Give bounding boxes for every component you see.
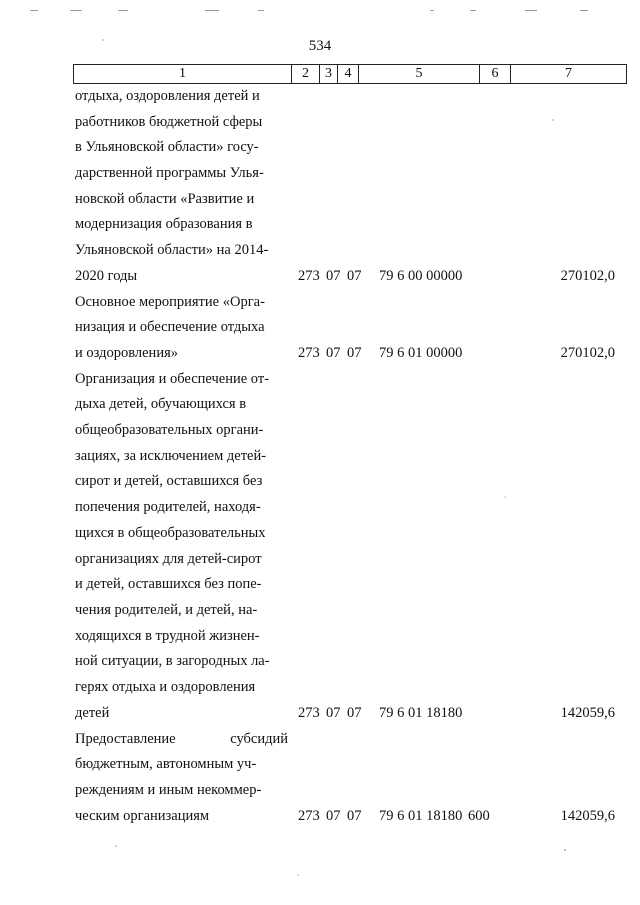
grbs-code: 273 [298, 704, 320, 721]
row-amount: 142059,6 [560, 704, 615, 721]
description-line: новской области «Развитие и [75, 190, 255, 207]
description-line: Основное мероприятие «Орга- [75, 293, 265, 310]
description-line: дыха детей, обучающихся в [75, 396, 247, 413]
target-article-code: 79 6 01 00000 [379, 344, 463, 361]
header-col-4: 4 [338, 65, 359, 83]
page-number: 534 [308, 38, 332, 54]
description-line: ной ситуации, в загородных ла- [75, 653, 270, 670]
description-line: организациях для детей-сирот [75, 550, 262, 567]
description-line: низация и обеспечение отдыха [75, 319, 265, 336]
description-line: детей [75, 704, 110, 721]
description-line: общеобразовательных органи- [75, 422, 264, 439]
section-code: 07 [326, 807, 341, 824]
subsection-code: 07 [347, 807, 362, 824]
grbs-code: 273 [298, 807, 320, 824]
target-article-code: 79 6 01 18180 [379, 807, 463, 824]
grbs-code: 273 [298, 344, 320, 361]
header-col-1: 1 [74, 65, 292, 83]
description-line: щихся в общеобразовательных [75, 524, 266, 541]
expense-type-code: 600 [468, 807, 490, 824]
description-line: реждениям и иным некоммер- [75, 781, 262, 798]
description-line: 2020 годы [75, 267, 138, 284]
subsection-code: 07 [347, 267, 362, 284]
description-line: герях отдыха и оздоровления [75, 678, 256, 695]
description-line: дарственной программы Улья- [75, 165, 264, 182]
subsection-code: 07 [347, 704, 362, 721]
grbs-code: 273 [298, 267, 320, 284]
target-article-code: 79 6 01 18180 [379, 704, 463, 721]
row-description [75, 84, 288, 290]
row-description [75, 727, 288, 830]
table-header [73, 64, 627, 84]
description-line: Предоставление субсидий [75, 730, 288, 747]
row-amount: 270102,0 [560, 267, 615, 284]
description-line: отдыха, оздоровления детей и [75, 88, 260, 104]
row-amount: 270102,0 [560, 344, 615, 361]
header-col-5: 5 [359, 65, 480, 83]
description-line: Ульяновской области» на 2014- [75, 242, 269, 259]
header-col-3: 3 [320, 65, 338, 83]
description-line: зациях, за исключением детей- [75, 447, 267, 464]
header-col-2: 2 [292, 65, 320, 83]
description-line: и оздоровления» [75, 344, 178, 361]
subsection-code: 07 [347, 344, 362, 361]
section-code: 07 [326, 704, 341, 721]
row-description [75, 367, 288, 727]
description-line: работников бюджетной сферы [75, 113, 263, 130]
target-article-code: 79 6 00 00000 [379, 267, 463, 284]
description-line: и детей, оставшихся без попе- [75, 576, 262, 593]
row-description [75, 290, 288, 367]
description-line: в Ульяновской области» госу- [75, 139, 259, 156]
section-code: 07 [326, 344, 341, 361]
row-amount: 142059,6 [560, 807, 615, 824]
section-code: 07 [326, 267, 341, 284]
description-line: Организация и обеспечение от- [75, 370, 270, 387]
description-line: модернизация образования в [75, 216, 253, 233]
description-line: бюджетным, автономным уч- [75, 756, 257, 773]
description-line: ходящихся в трудной жизнен- [75, 627, 260, 644]
header-col-6: 6 [480, 65, 511, 83]
description-line: ческим организациям [75, 807, 210, 824]
description-line: сирот и детей, оставшихся без [75, 473, 263, 490]
header-col-7: 7 [565, 66, 572, 81]
description-line: попечения родителей, находя- [75, 499, 261, 516]
description-line: чения родителей, и детей, на- [75, 601, 258, 618]
